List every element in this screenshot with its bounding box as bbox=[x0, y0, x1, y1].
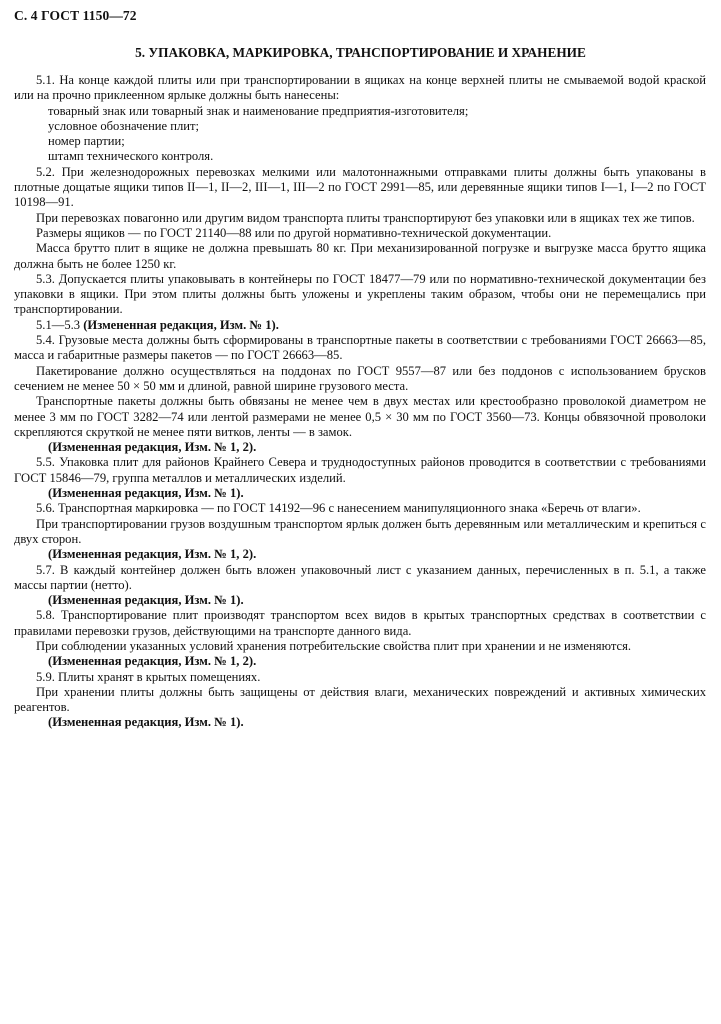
paragraph: 5.6. Транспортная маркировка — по ГОСТ 14192—96 с нанесением манипуляционного знака «Беречь от влаги». bbox=[36, 501, 641, 516]
page-header: С. 4 ГОСТ 1150—72 bbox=[14, 8, 137, 23]
list-item: условное обозначение плит; bbox=[48, 118, 200, 133]
amendment-note-inline: (Измененная редакция, Изм. № 1). bbox=[83, 317, 279, 332]
paragraph: При перевозках повагонно или другим видом транспорта плиты транспортируют без упаковки или в ящиках тех же типов. bbox=[36, 210, 695, 225]
paragraph: 5.5. Упаковка плит для районов Крайнего Севера и труднодоступных районов проводится в соответствии с требованиями ГОСТ 15846—79, группа металлов и металлических изделий. bbox=[14, 455, 706, 485]
section-title: 5. УПАКОВКА, МАРКИРОВКА, ТРАНСПОРТИРОВАНИЕ И ХРАНЕНИЕ bbox=[135, 45, 586, 60]
paragraph: 5.7. В каждый контейнер должен быть вложен упаковочный лист с указанием данных, перечисленных в п. 5.1, а также массы партии (нетто). bbox=[14, 562, 706, 592]
paragraph: 5.2. При железнодорожных перевозках мелкими или малотоннажными отправками плиты должны быть упакованы в плотные дощатые ящики типов II—1, II—2, III—1, III—2 по ГОСТ 2991—85, или деревянные ящики типов I—1, I—2 по ГОСТ 10198—91. bbox=[14, 164, 706, 210]
paragraph: 5.1. На конце каждой плиты или при транспортировании в ящиках на конце верхней плиты не смываемой водой краской или на прочно приклеенном ярлыке должны быть нанесены: bbox=[14, 73, 706, 103]
paragraph: При транспортировании грузов воздушным транспортом ярлык должен быть деревянным или металлическим и крепиться с двух сторон. bbox=[14, 516, 706, 546]
amendment-note: (Измененная редакция, Изм. № 1). bbox=[48, 593, 244, 608]
amendment-note: (Измененная редакция, Изм. № 1). bbox=[48, 715, 244, 730]
paragraph: Размеры ящиков — по ГОСТ 21140—88 или по другой нормативно-технической документации. bbox=[36, 225, 552, 240]
paragraph: 5.8. Транспортирование плит производят транспортом всех видов в крытых транспортных средствах в соответствии с правилами перевозки грузов, действующими на транспорте данного вида. bbox=[14, 608, 706, 638]
list-item: штамп технического контроля. bbox=[48, 149, 214, 164]
paragraph: 5.3. Допускается плиты упаковывать в контейнеры по ГОСТ 18477—79 или по нормативно-технической документации без упаковки в ящики. При этом плиты должны быть уложены и укреплены таким образом, чтобы они не перемещались при транспортировании. bbox=[14, 271, 706, 317]
paragraph: Масса брутто плит в ящике не должна превышать 80 кг. При механизированной погрузке и выгрузке масса брутто ящика должна быть не более 1250 кг. bbox=[14, 241, 706, 271]
list-item: номер партии; bbox=[48, 134, 125, 149]
paragraph: Пакетирование должно осуществляться на поддонах по ГОСТ 9557—87 или без поддонов с использованием брусков сечением не менее 50 × 50 мм и длиной, равной ширине грузового места. bbox=[14, 363, 706, 393]
paragraph: При соблюдении указанных условий хранения потребительские свойства плит при хранении и не изменяются. bbox=[36, 638, 632, 653]
list-item: товарный знак или товарный знак и наименование предприятия-изготовителя; bbox=[48, 103, 469, 118]
paragraph: 5.1—5.3 (Измененная редакция, Изм. № 1). bbox=[36, 317, 279, 332]
paragraph: Транспортные пакеты должны быть обвязаны не менее чем в двух местах или крестообразно проволокой диаметром не менее 3 мм по ГОСТ 3282—74 или лентой размерами не менее 0,5 × 30 мм по ГОСТ 3560—73. Концы обвязочной проволоки скрепляются скруткой не менее пяти витков, ленты — в замок. bbox=[14, 394, 706, 439]
paragraph: При хранении плиты должны быть защищены от действия влаги, механических повреждений и активных химических реагентов. bbox=[14, 684, 706, 715]
amendment-note: (Измененная редакция, Изм. № 1, 2). bbox=[48, 440, 257, 455]
document-body bbox=[14, 73, 706, 731]
amendment-note: (Измененная редакция, Изм. № 1, 2). bbox=[48, 654, 257, 669]
paragraph: 5.9. Плиты хранят в крытых помещениях. bbox=[36, 669, 261, 684]
amendment-note: (Измененная редакция, Изм. № 1, 2). bbox=[48, 547, 257, 562]
paragraph: 5.4. Грузовые места должны быть сформированы в транспортные пакеты в соответствии с требованиями ГОСТ 26663—85, масса и габаритные размеры пакетов — по ГОСТ 26663—85. bbox=[14, 333, 706, 363]
amendment-note: (Измененная редакция, Изм. № 1). bbox=[48, 486, 244, 501]
